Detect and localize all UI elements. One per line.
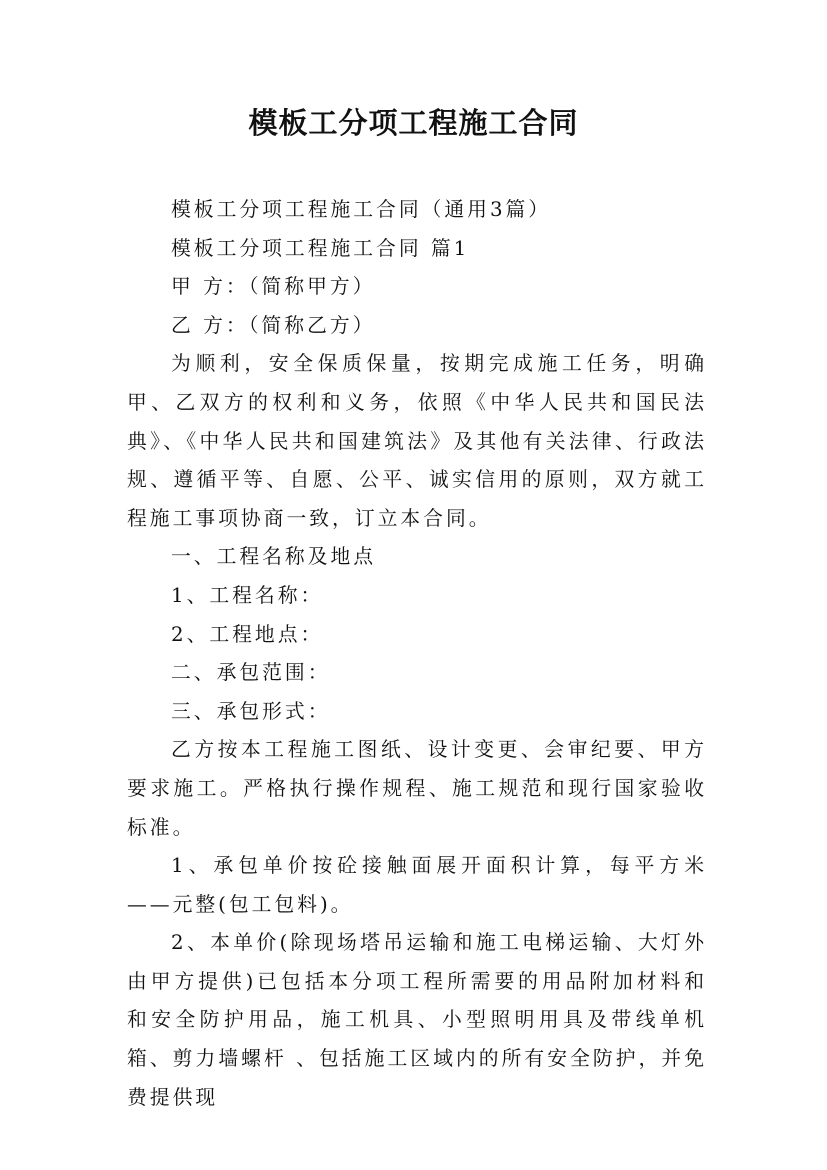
paragraph-project-location: 2、工程地点： bbox=[171, 622, 324, 646]
paragraph-unit-price: 1、承包单价按砼接触面展开面积计算，每平方米——元整(包工包料)。 bbox=[127, 854, 707, 916]
section-heading-project: 一、工程名称及地点 bbox=[171, 545, 377, 569]
paragraph-part-heading: 模板工分项工程施工合同 篇1 bbox=[171, 236, 470, 260]
paragraph-party-a: 甲 方：（简称甲方） bbox=[171, 275, 376, 299]
paragraph-party-b: 乙 方：（简称乙方） bbox=[171, 313, 376, 337]
paragraph-price-inclusions: 2、本单价(除现场塔吊运输和施工电梯运输、大灯外由甲方提供)已包括本分项工程所需要的用品附加材料和和安全防护用品，施工机具、小型照明用具及带线单机箱、剪力墙螺杆 、包括施工区域内的所有安全防护，并免费提供现 bbox=[127, 931, 707, 1109]
document-body bbox=[127, 191, 707, 1117]
paragraph-subtitle: 模板工分项工程施工合同（通用3篇） bbox=[171, 198, 552, 221]
section-heading-scope: 二、承包范围： bbox=[171, 661, 331, 685]
document-title: 模板工分项工程施工合同 bbox=[248, 106, 579, 140]
paragraph-preamble: 为顺利，安全保质保量，按期完成施工任务，明确甲、乙双方的权利和义务，依照《中华人民共和国民法典》、《中华人民共和国建筑法》及其他有关法律、行政法规、遵循平等、自愿、公平、诚实信用的原则，双方就工程施工事项协商一致，订立本合同。 bbox=[127, 352, 707, 530]
paragraph-project-name: 1、工程名称： bbox=[171, 583, 324, 607]
section-heading-form: 三、承包形式： bbox=[171, 699, 331, 723]
paragraph-construction-requirements: 乙方按本工程施工图纸、设计变更、会审纪要、甲方要求施工。严格执行操作规程、施工规范和现行国家验收标准。 bbox=[127, 738, 707, 839]
